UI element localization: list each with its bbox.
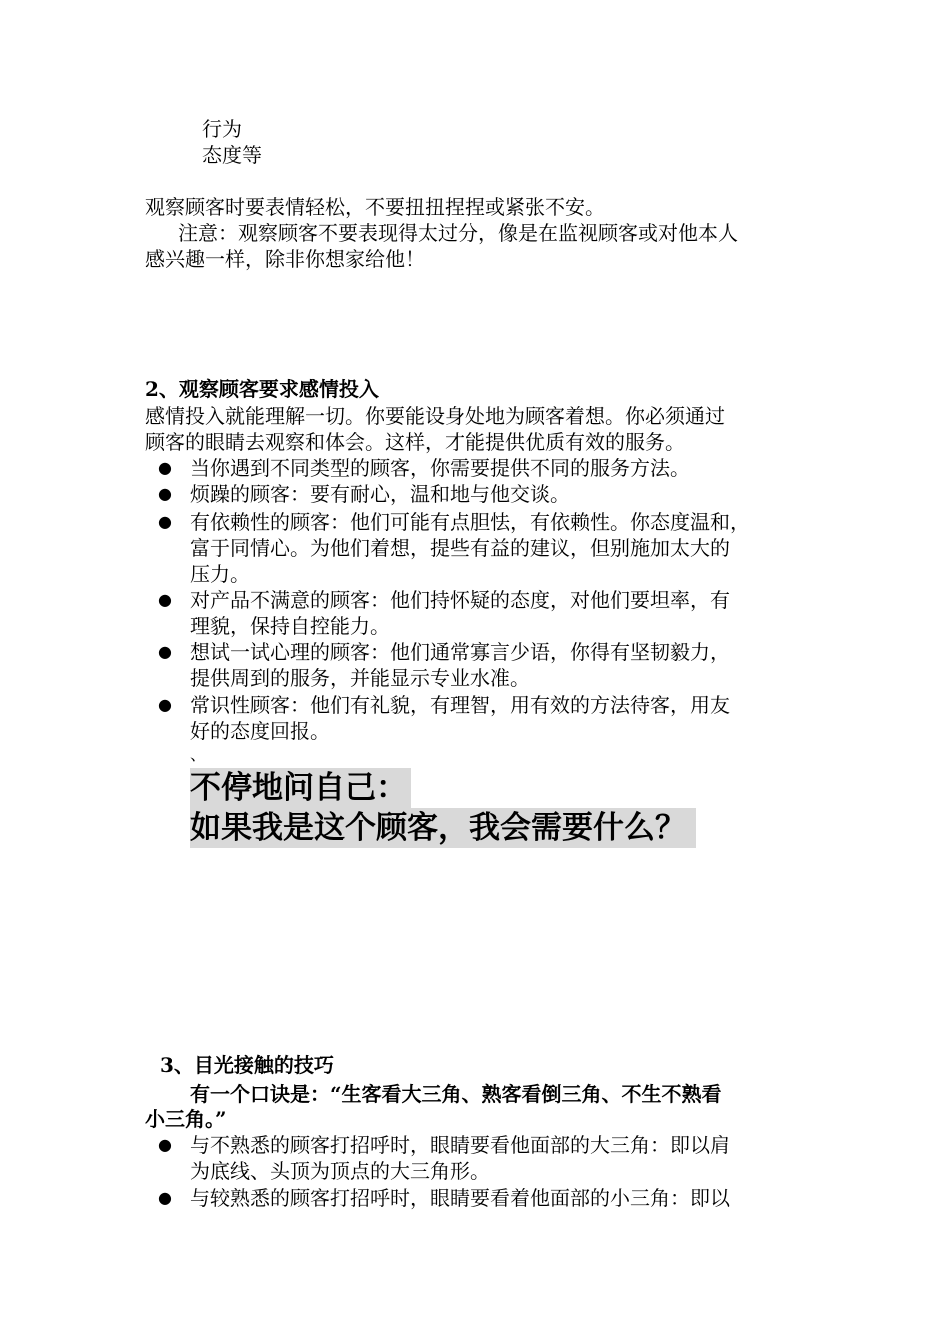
s3-bullet-1-line-1: 与不熟悉的顾客打招呼时，眼睛要看他面部的大三角：即以肩 [190,1133,730,1157]
bullet-5-line-2: 提供周到的服务，并能显示专业水准。 [190,666,530,690]
list-item-behavior: 行为 [202,117,242,141]
bullet-6-line-1: 常识性顾客：他们有礼貌，有理智，用有效的方法待客，用友 [190,693,730,717]
s3-bullet-1-line-2: 为底线、头顶为顶点的大三角形。 [190,1159,490,1183]
bullet-4-line-1: 对产品不满意的顾客：他们持怀疑的态度，对他们要坦率，有 [190,588,730,612]
bullet-4-line-2: 理貌，保持自控能力。 [190,614,390,638]
bullet-dot: ● [158,458,172,477]
section-3-heading: 3、目光接触的技巧 [160,1053,334,1077]
stray-comma-mark: 、 [190,745,207,764]
highlight-quote-line-1: 不停地问自己： [190,768,411,808]
bullet-dot: ● [158,1188,172,1207]
section-3-motto-line-2: 小三角。” [145,1107,227,1131]
paragraph-observe: 观察顾客时要表情轻松，不要扭扭捏捏或紧张不安。 [145,195,605,219]
bullet-2-line-1: 烦躁的顾客：要有耐心，温和地与他交谈。 [190,482,570,506]
section-2-intro-line-1: 感情投入就能理解一切。你要能设身处地为顾客着想。你必须通过 [145,404,725,428]
bullet-3-line-3: 压力。 [190,562,250,586]
bullet-dot: ● [158,695,172,714]
bullet-dot: ● [158,484,172,503]
bullet-5-line-1: 想试一试心理的顾客：他们通常寡言少语，你得有坚韧毅力， [190,640,730,664]
bullet-dot: ● [158,642,172,661]
highlight-quote-line-2: 如果我是这个顾客，我会需要什么？ [190,808,696,848]
note-line-2: 感兴趣一样，除非你想家给他！ [145,247,425,271]
section-2-intro-line-2: 顾客的眼睛去观察和体会。这样，才能提供优质有效的服务。 [145,430,685,454]
bullet-dot: ● [158,590,172,609]
bullet-dot: ● [158,512,172,531]
section-2-heading: 2、观察顾客要求感情投入 [145,377,379,401]
list-item-attitude: 态度等 [202,143,262,167]
section-3-motto-line-1: 有一个口诀是：“生客看大三角、熟客看倒三角、不生不熟看 [190,1082,722,1106]
bullet-1-line-1: 当你遇到不同类型的顾客，你需要提供不同的服务方法。 [190,456,690,480]
bullet-dot: ● [158,1135,172,1154]
s3-bullet-2-line-1: 与较熟悉的顾客打招呼时，眼睛要看着他面部的小三角：即以 [190,1186,730,1210]
bullet-3-line-1: 有依赖性的顾客：他们可能有点胆怯，有依赖性。你态度温和， [190,510,750,534]
bullet-6-line-2: 好的态度回报。 [190,719,330,743]
bullet-3-line-2: 富于同情心。为他们着想，提些有益的建议，但别施加太大的 [190,536,730,560]
note-line-1: 注意：观察顾客不要表现得太过分，像是在监视顾客或对他本人 [178,221,738,245]
